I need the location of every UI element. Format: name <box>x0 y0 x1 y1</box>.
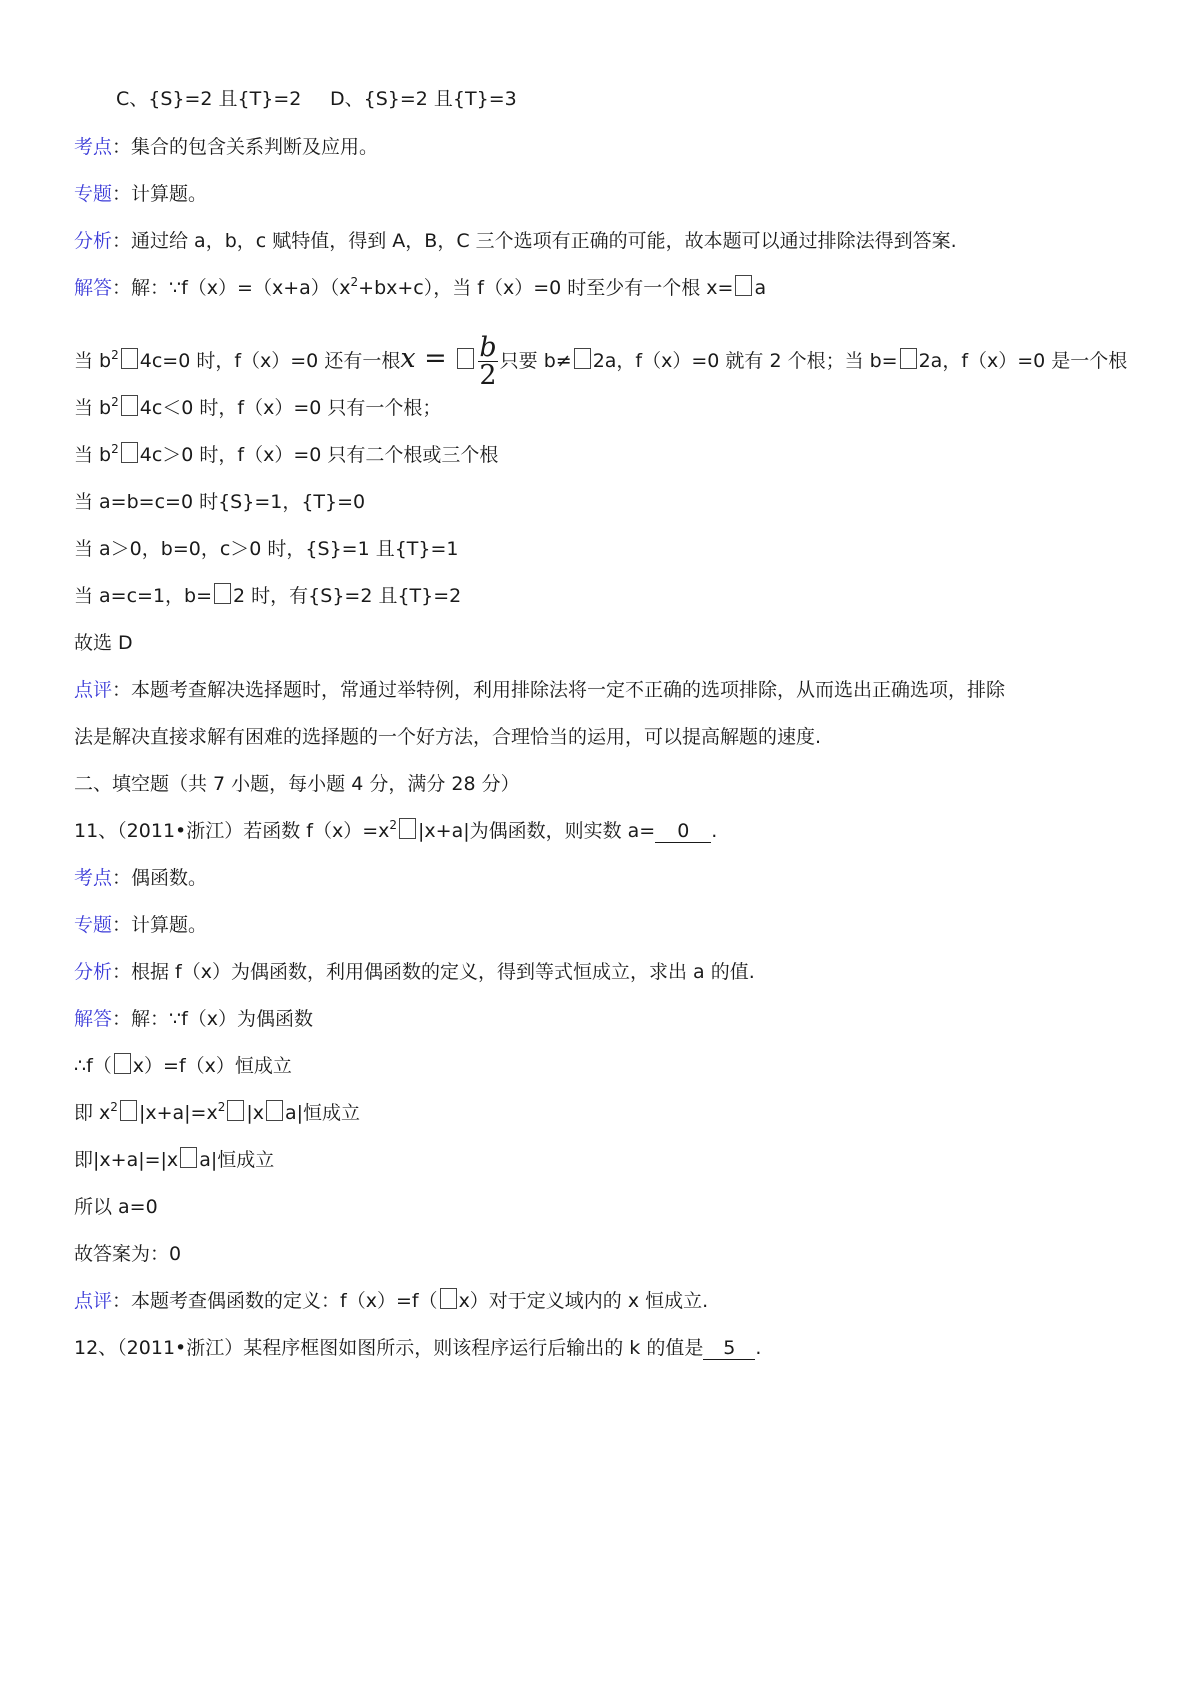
missing-glyph-icon <box>114 1053 131 1074</box>
kaodian-text: ：集合的包含关系判断及应用。 <box>112 136 379 158</box>
step-text: 即|x+a|=|x <box>74 1149 179 1171</box>
q10-zhuanti <box>74 181 207 207</box>
math-equals: = <box>415 343 456 374</box>
q11-step-3 <box>74 1147 274 1173</box>
answer-blank: 0 <box>655 820 711 843</box>
q10-step-6: 当 a＞0，b=0，c＞0 时，{S}=1 且{T}=1 <box>74 538 459 560</box>
missing-glyph-icon <box>735 275 752 296</box>
step-text: a|恒成立 <box>285 1102 361 1124</box>
missing-glyph-icon <box>900 348 917 369</box>
jieda-text: ：解：∵f（x）=（x+a）（x <box>112 277 351 299</box>
fenxi-text: ：根据 f（x）为偶函数，利用偶函数的定义，得到等式恒成立，求出 a 的值. <box>112 961 755 983</box>
q11-dianping <box>74 1288 708 1314</box>
step-text: x）=f（x）恒成立 <box>132 1055 292 1077</box>
missing-glyph-icon <box>457 348 474 369</box>
fenxi-label: 分析 <box>74 961 113 983</box>
q10-step-7 <box>74 583 461 609</box>
jieda-label: 解答 <box>74 277 113 299</box>
option-c: C、{S}=2 且{T}=2 <box>116 88 302 110</box>
q12-stem <box>74 1335 761 1361</box>
dianping-text: ：本题考查解决选择题时，常通过举特例，利用排除法将一定不正确的选项排除，从而选出正确选项，排除 <box>112 679 1006 701</box>
missing-glyph-icon <box>399 818 416 839</box>
step-text: 只要 b≠ <box>499 350 572 372</box>
kaodian-label: 考点 <box>74 867 113 889</box>
step-text: a|恒成立 <box>199 1149 275 1171</box>
question-text: . <box>711 820 718 842</box>
missing-glyph-icon <box>266 1100 283 1121</box>
step-text: 4c＞0 时，f（x）=0 只有二个根或三个根 <box>139 444 499 466</box>
question-text: |x+a|为偶函数，则实数 a= <box>418 820 656 842</box>
missing-glyph-icon <box>440 1288 457 1309</box>
q10-dianping <box>74 677 1005 703</box>
fraction-denominator: 2 <box>479 360 497 391</box>
zhuanti-label: 专题 <box>74 183 113 205</box>
step-text: 当 a=c=1，b= <box>74 585 213 607</box>
step-text: 当 b <box>74 444 112 466</box>
step-text: 4c=0 时，f（x）=0 还有一根 <box>139 350 401 372</box>
q10-kaodian <box>74 134 378 160</box>
question-text: 12、（2011•浙江）某程序框图如图所示，则该程序运行后输出的 k 的值是 <box>74 1337 704 1359</box>
step-text: ∴f（ <box>74 1055 112 1077</box>
question-text: 11、（2011•浙江）若函数 f（x）=x <box>74 820 390 842</box>
missing-glyph-icon <box>121 442 138 463</box>
fenxi-text: ：通过给 a，b，c 赋特值，得到 A，B，C 三个选项有正确的可能，故本题可以通过排除法得到答案. <box>112 230 957 252</box>
q11-fenxi <box>74 959 755 985</box>
missing-glyph-icon <box>120 1100 137 1121</box>
q10-fenxi <box>74 228 957 254</box>
section-heading: 二、填空题（共 7 小题，每小题 4 分，满分 28 分） <box>74 773 520 795</box>
step-text: 4c＜0 时，f（x）=0 只有一个根； <box>139 397 442 419</box>
jieda-text: ：解：∵f（x）为偶函数 <box>112 1008 314 1030</box>
q10-jieda <box>74 275 766 301</box>
missing-glyph-icon <box>574 348 591 369</box>
zhuanti-text: ：计算题。 <box>112 183 208 205</box>
dianping-label: 点评 <box>74 679 113 701</box>
dianping-text: x）对于定义域内的 x 恒成立. <box>458 1290 709 1312</box>
jieda-text: +bx+c），当 f（x）=0 时至少有一个根 x= <box>358 277 734 299</box>
q10-step-3 <box>74 395 441 421</box>
dianping-text: ：本题考查偶函数的定义：f（x）=f（ <box>112 1290 438 1312</box>
missing-glyph-icon <box>214 583 231 604</box>
superscript: 2 <box>217 1100 226 1114</box>
step-text: 当 b <box>74 350 112 372</box>
zhuanti-label: 专题 <box>74 914 113 936</box>
q10-step-5: 当 a=b=c=0 时{S}=1，{T}=0 <box>74 491 366 513</box>
q11-step-2 <box>74 1100 360 1126</box>
jieda-label: 解答 <box>74 1008 113 1030</box>
q11-zhuanti <box>74 912 207 938</box>
q11-answer: 故答案为：0 <box>74 1243 182 1265</box>
step-text: 当 b <box>74 397 112 419</box>
fraction-numerator: b <box>479 332 497 363</box>
step-text: |x <box>246 1102 265 1124</box>
step-text: 2 时，有{S}=2 且{T}=2 <box>233 585 462 607</box>
superscript: 2 <box>350 275 359 289</box>
dianping-label: 点评 <box>74 1290 113 1312</box>
q10-step-2 <box>74 332 1127 389</box>
step-text: 2a，f（x）=0 就有 2 个根；当 b= <box>592 350 898 372</box>
q10-conclusion: 故选 D <box>74 632 133 654</box>
step-text: 即 x <box>74 1102 111 1124</box>
superscript: 2 <box>111 348 119 362</box>
math-variable: x <box>400 343 416 374</box>
option-d: D、{S}=2 且{T}=3 <box>330 88 517 110</box>
superscript: 2 <box>111 442 119 456</box>
q10-dianping-cont: 法是解决直接求解有困难的选择题的一个好方法，合理恰当的运用，可以提高解题的速度. <box>74 726 822 748</box>
kaodian-label: 考点 <box>74 136 113 158</box>
superscript: 2 <box>111 395 119 409</box>
fraction <box>478 334 497 389</box>
question-text: . <box>755 1337 762 1359</box>
step-text: |x+a|=x <box>138 1102 218 1124</box>
zhuanti-text: ：计算题。 <box>112 914 208 936</box>
kaodian-text: ：偶函数。 <box>112 867 208 889</box>
q10-step-4 <box>74 442 498 468</box>
step-text: 2a，f（x）=0 是一个根 <box>918 350 1128 372</box>
q11-jieda <box>74 1006 313 1032</box>
q11-step-1 <box>74 1053 292 1079</box>
answer-blank: 5 <box>703 1337 755 1360</box>
missing-glyph-icon <box>180 1147 197 1168</box>
superscript: 2 <box>110 1100 118 1114</box>
superscript: 2 <box>389 818 398 832</box>
missing-glyph-icon <box>121 395 138 416</box>
q11-kaodian <box>74 865 207 891</box>
q11-stem <box>74 818 717 844</box>
missing-glyph-icon <box>121 348 138 369</box>
missing-glyph-icon <box>227 1100 244 1121</box>
fenxi-label: 分析 <box>74 230 113 252</box>
q11-step-4: 所以 a=0 <box>74 1196 158 1218</box>
jieda-text: a <box>754 277 767 299</box>
